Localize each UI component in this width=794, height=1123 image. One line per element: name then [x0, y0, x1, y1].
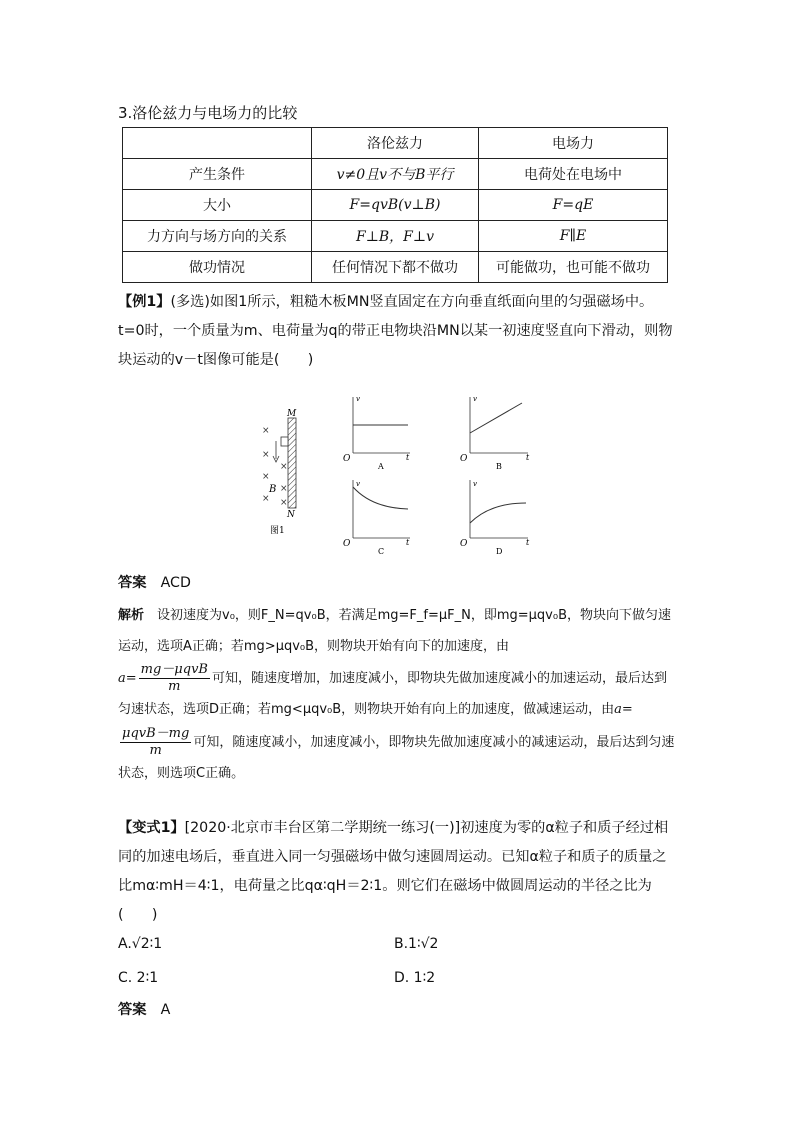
option-c: C. 2∶1: [118, 970, 159, 986]
analysis-text-1: 设初速度为v₀，则F_N=qv₀B，若满足mg=F_f=μF_N，即mg=μqv₀B，物块向下做匀速运动，选项A正确；若mg>μqv₀B，则物块开始有向下的加速度，由: [118, 608, 671, 654]
example-text: (多选)如图1所示，粗糙木板MN竖直固定在方向垂直纸面向里的匀强磁场中。t=0时，一个质量为m、电荷量为q的带正电物块沿MN以某一初速度竖直向下滑动，则物块运动的v－t图像可能是( ): [118, 294, 673, 368]
svg-text:v: v: [356, 480, 360, 488]
svg-text:t: t: [406, 538, 410, 547]
comparison-table: [122, 127, 668, 283]
svg-text:v: v: [473, 480, 477, 488]
table-cell: F∥E: [479, 221, 668, 252]
table-header-row: [123, 128, 668, 159]
formula-2-denominator: m: [149, 742, 162, 758]
graph-d: [460, 480, 530, 556]
figure-1-svg: [250, 395, 550, 556]
table-cell: 可能做功，也可能不做功: [479, 252, 668, 283]
table-cell: 力方向与场方向的关系: [123, 221, 312, 252]
analysis-text-3: 可知，随速度减小，加速度减小，即物块先做加速度减小的减速运动，最后达到匀速状态，则选项C正确。: [118, 734, 675, 781]
section-heading: 3.洛伦兹力与电场力的比较: [118, 104, 298, 122]
table-row: [123, 221, 668, 252]
svg-text:O: O: [343, 539, 351, 549]
svg-text:B: B: [496, 462, 502, 471]
svg-text:O: O: [460, 539, 468, 549]
table-cell: F=qvB(v⊥B): [312, 190, 479, 221]
option-a: A.√2∶1: [118, 936, 163, 952]
example-1: [118, 288, 678, 375]
table-cell: 大小: [123, 190, 312, 221]
svg-text:C: C: [378, 547, 385, 556]
svg-text:t: t: [526, 453, 530, 462]
svg-text:v: v: [473, 395, 477, 403]
field-label: B: [269, 484, 277, 495]
table-cell: 任何情况下都不做功: [312, 252, 479, 283]
formula-1-prefix: a=: [118, 671, 137, 686]
table-header-cell: [123, 128, 312, 159]
example-1-answer: [118, 569, 678, 598]
variant-text: [2020·北京市丰台区第二学期统一练习(一)]初速度为零的α粒子和质子经过相同的加速电场后，垂直进入同一匀强磁场中做匀速圆周运动。已知α粒子和质子的质量之比mα∶mH＝4∶1，电荷量之比qα∶qH＝2∶1。则它们在磁场中做圆周运动的半径之比为( ): [118, 820, 669, 923]
svg-text:v: v: [356, 395, 360, 403]
analysis-label: 解析: [118, 608, 145, 623]
variant-1: [118, 814, 678, 930]
table-header-cell: 电场力: [479, 128, 668, 159]
answer-label: 答案: [118, 575, 147, 591]
charged-block: [281, 437, 288, 446]
svg-text:t: t: [406, 453, 410, 462]
curve-b: [470, 403, 522, 433]
option-d: D. 1∶2: [394, 970, 436, 986]
board-label-m: M: [287, 409, 297, 419]
formula-2-prefix: a=: [614, 702, 633, 717]
variant-answer-label: 答案: [118, 1002, 147, 1018]
variant-1-answer: [118, 996, 678, 1025]
table-cell: 产生条件: [123, 159, 312, 190]
svg-text:×: ×: [280, 498, 288, 508]
graph-a: [343, 395, 410, 471]
svg-text:×: ×: [262, 472, 270, 482]
formula-2-fraction: [120, 726, 191, 759]
example-1-analysis: [118, 601, 678, 789]
svg-text:O: O: [460, 454, 468, 464]
variant-answer-value: A: [160, 1002, 171, 1018]
figure-caption: 图1: [270, 526, 285, 536]
table-cell: v≠0且v不与B平行: [312, 159, 479, 190]
formula-1-fraction: [139, 662, 210, 695]
example-tag: 【例1】: [118, 294, 171, 310]
table-cell: F=qE: [479, 190, 668, 221]
svg-text:D: D: [496, 547, 503, 556]
svg-text:×: ×: [262, 450, 270, 460]
curve-c: [353, 487, 408, 509]
table-header-cell: 洛伦兹力: [312, 128, 479, 159]
svg-text:O: O: [343, 454, 351, 464]
option-b: B.1∶√2: [394, 936, 439, 952]
formula-1-numerator: mg－μqvB: [140, 662, 208, 677]
table-row: [123, 190, 668, 221]
formula-1-denominator: m: [168, 679, 181, 694]
svg-text:t: t: [526, 538, 530, 547]
svg-text:×: ×: [280, 484, 288, 494]
analysis-text-2: 可知，随速度增加，加速度减小，即物块先做加速度减小的加速运动，最后达到匀速状态，选项D正确；若mg<μqv₀B，则物块开始有向上的加速度，做减速运动，由: [118, 671, 667, 717]
graph-b: [460, 395, 530, 471]
table-cell: 做功情况: [123, 252, 312, 283]
formula-2-numerator: μqvB－mg: [122, 725, 190, 741]
answer-value: ACD: [160, 575, 191, 591]
table-cell: 电荷处在电场中: [479, 159, 668, 190]
board-mn: [288, 418, 296, 508]
svg-text:A: A: [378, 462, 384, 471]
svg-text:×: ×: [262, 426, 270, 436]
svg-text:×: ×: [280, 462, 288, 472]
graph-c: [343, 480, 410, 556]
figure-1: [250, 395, 550, 559]
variant-tag: 【变式1】: [118, 820, 185, 836]
table-cell: F⊥B，F⊥v: [312, 221, 479, 252]
curve-d: [470, 503, 526, 523]
svg-text:×: ×: [262, 494, 270, 504]
board-label-n: N: [287, 510, 295, 520]
table-row: [123, 252, 668, 283]
table-row: [123, 159, 668, 190]
